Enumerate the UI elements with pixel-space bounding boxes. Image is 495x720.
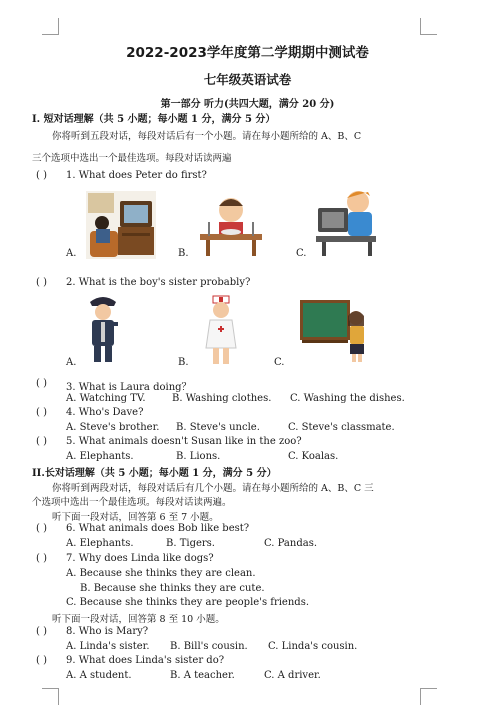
q5-answer-paren[interactable]: ( ) xyxy=(36,436,47,447)
q3-answer-paren[interactable]: ( ) xyxy=(36,378,47,389)
q9-option-a[interactable]: A. A student. xyxy=(66,670,132,681)
q3-option-b[interactable]: B. Washing clothes. xyxy=(172,393,272,404)
q4-option-b[interactable]: B. Steve's uncle. xyxy=(176,422,260,433)
q8-option-a[interactable]: A. Linda's sister. xyxy=(66,641,150,652)
q4-option-c[interactable]: C. Steve's classmate. xyxy=(288,422,395,433)
q2-option-a[interactable]: A. xyxy=(66,357,77,368)
q8-option-c[interactable]: C. Linda's cousin. xyxy=(268,641,358,652)
q4-option-a[interactable]: A. Steve's brother. xyxy=(66,422,160,433)
q1-option-c[interactable]: C. xyxy=(296,248,307,259)
q7-option-c[interactable]: C. Because she thinks they are people's friends. xyxy=(66,597,309,608)
q6-option-c[interactable]: C. Pandas. xyxy=(264,538,318,549)
section-two-instruction: 你将听到两段对话，每段对话后有几个小题。请在每小题所给的 A、B、C 三 xyxy=(52,483,374,494)
q7-option-a[interactable]: A. Because she thinks they are clean. xyxy=(66,568,256,579)
q7-answer-paren[interactable]: ( ) xyxy=(36,553,47,564)
q6-option-a[interactable]: A. Elephants. xyxy=(66,538,134,549)
q1-answer-paren[interactable]: ( ) xyxy=(36,170,47,181)
q8-answer-paren[interactable]: ( ) xyxy=(36,626,47,637)
q1-option-b[interactable]: B. xyxy=(178,248,189,259)
q8-text: 8. Who is Mary? xyxy=(66,626,149,637)
q5-option-a[interactable]: A. Elephants. xyxy=(66,451,134,462)
q3-option-a[interactable]: A. Watching TV. xyxy=(66,393,146,404)
listen-prompt-8-10: 听下面一段对话，回答第 8 至 10 小题。 xyxy=(52,614,225,625)
q5-option-b[interactable]: B. Lions. xyxy=(176,451,221,462)
section-two-heading: II.长对话理解（共 5 小题；每小题 1 分，满分 5 分） xyxy=(32,468,277,479)
q4-answer-paren[interactable]: ( ) xyxy=(36,407,47,418)
q9-option-c[interactable]: C. A driver. xyxy=(264,670,321,681)
q2-option-c[interactable]: C. xyxy=(274,357,285,368)
crop-mark-top-right xyxy=(420,18,437,35)
section-one-instruction: 你将听到五段对话，每段对话后有一个小题。请在每小题所给的 A、B、C xyxy=(52,131,362,142)
section-one-instruction-cont: 三个选项中选出一个最佳选项。每段对话读两遍 xyxy=(32,153,232,164)
q4-text: 4. Who's Dave? xyxy=(66,407,144,418)
exam-subtitle: 七年级英语试卷 xyxy=(203,72,292,87)
q3-option-c[interactable]: C. Washing the dishes. xyxy=(290,393,405,404)
q2-text: 2. What is the boy's sister probably? xyxy=(66,277,251,288)
q9-text: 9. What does Linda's sister do? xyxy=(66,655,225,666)
q6-text: 6. What animals does Bob like best? xyxy=(66,523,250,534)
police-officer-picture xyxy=(82,292,124,364)
q9-option-b[interactable]: B. A teacher. xyxy=(170,670,235,681)
q7-text: 7. Why does Linda like dogs? xyxy=(66,553,214,564)
q8-option-b[interactable]: B. Bill's cousin. xyxy=(170,641,248,652)
crop-mark-top-left xyxy=(42,18,59,35)
nurse-picture xyxy=(200,294,242,368)
teacher-picture xyxy=(298,296,370,362)
q2-option-b[interactable]: B. xyxy=(178,357,189,368)
crop-mark-bottom-left xyxy=(42,688,59,705)
q9-answer-paren[interactable]: ( ) xyxy=(36,655,47,666)
using-computer-picture xyxy=(314,186,388,258)
crop-mark-bottom-right xyxy=(420,688,437,705)
q6-answer-paren[interactable]: ( ) xyxy=(36,523,47,534)
section-one-heading: I. 短对话理解（共 5 小题；每小题 1 分，满分 5 分） xyxy=(32,114,276,125)
eating-meal-picture xyxy=(194,192,268,258)
q2-answer-paren[interactable]: ( ) xyxy=(36,277,47,288)
q5-option-c[interactable]: C. Koalas. xyxy=(288,451,339,462)
q6-option-b[interactable]: B. Tigers. xyxy=(166,538,215,549)
part-one-heading: 第一部分 听力(共四大题，满分 20 分) xyxy=(160,99,335,110)
listen-prompt-6-7: 听下面一段对话，回答第 6 至 7 小题。 xyxy=(52,512,219,523)
q7-option-b[interactable]: B. Because she thinks they are cute. xyxy=(80,583,265,594)
q1-option-a[interactable]: A. xyxy=(66,248,77,259)
exam-title: 2022-2023学年度第二学期期中测试卷 xyxy=(126,45,369,61)
watching-tv-picture xyxy=(86,191,156,259)
section-two-instruction-cont: 个选项中选出一个最佳选项。每段对话读两遍。 xyxy=(32,497,232,508)
q3-text: 3. What is Laura doing？ xyxy=(66,382,192,393)
q5-text: 5. What animals doesn't Susan like in the zoo? xyxy=(66,436,302,447)
q1-text: 1. What does Peter do first? xyxy=(66,170,207,181)
